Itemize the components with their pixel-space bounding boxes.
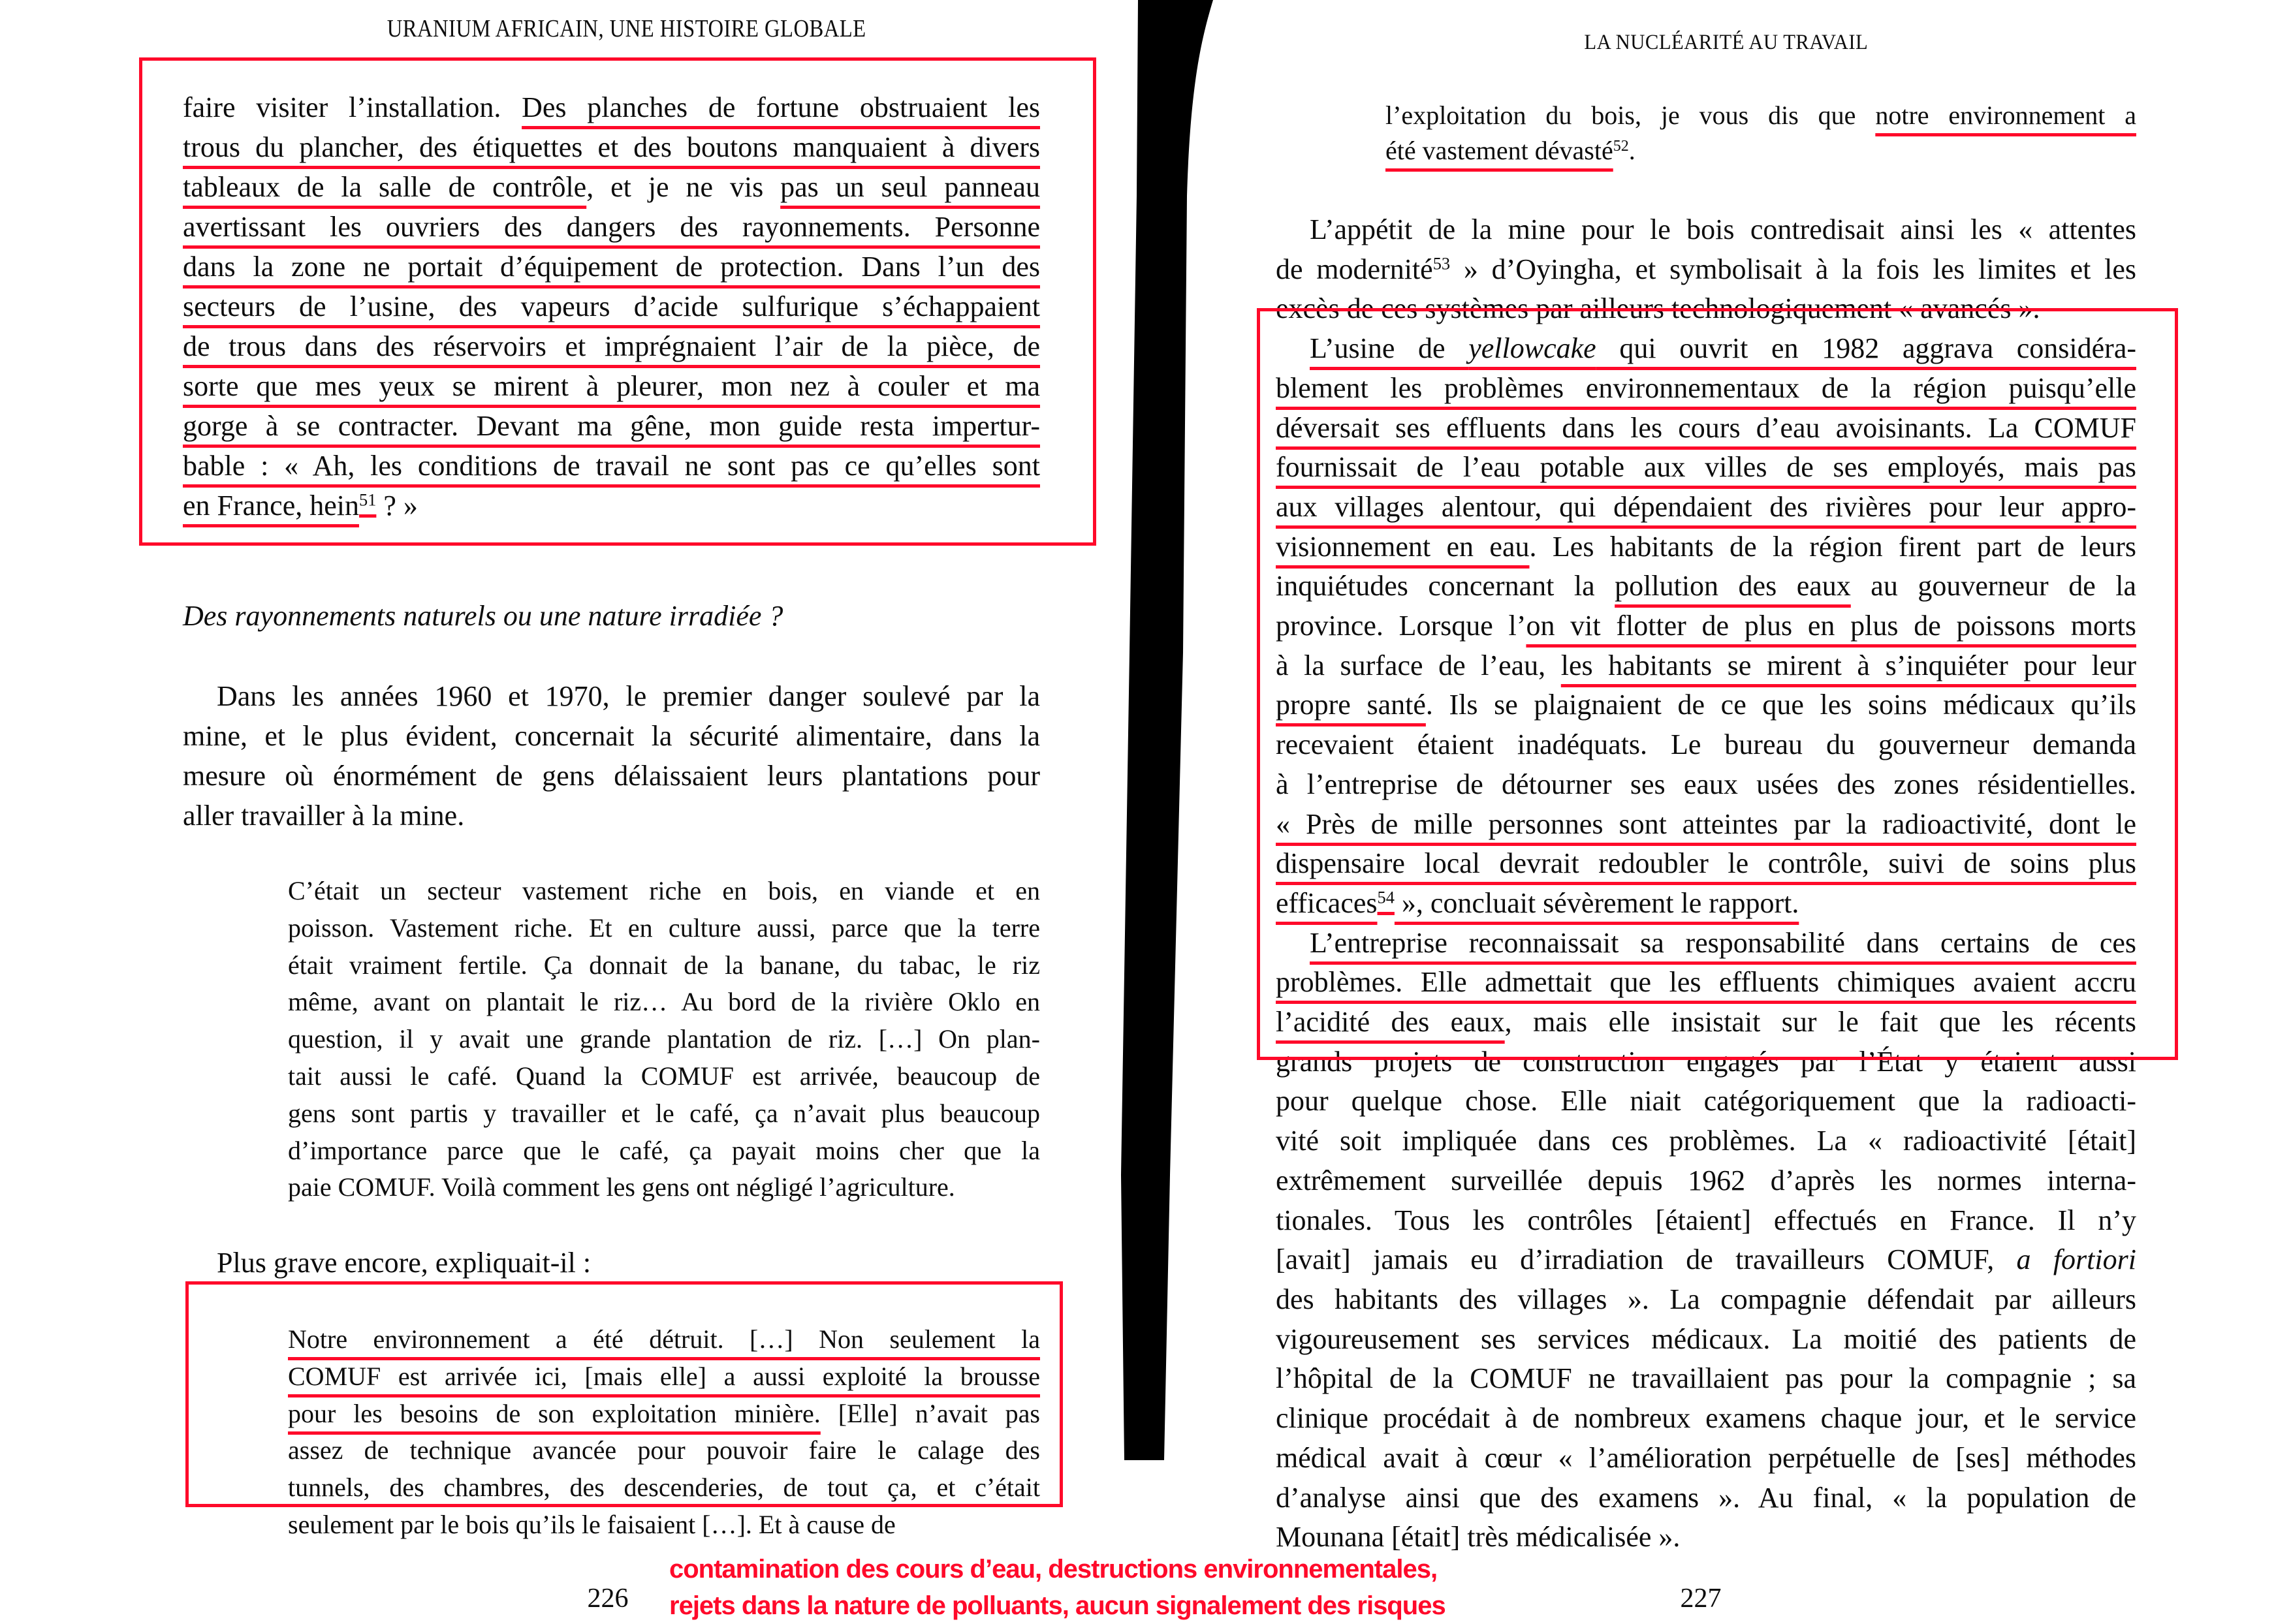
block-quote-continued [1385, 98, 2136, 168]
text-line [288, 1058, 1040, 1095]
text-segment: C’était un secteur vastement riche en bois, en viande et en [288, 876, 1040, 905]
text-segment: pour quelque chose. Elle niait catégoriquement que la radioacti- [1276, 1085, 2136, 1117]
underlined-highlight: dispensaire local devrait redoubler le contrôle, suivi de soins plus [1276, 847, 2136, 880]
text-line [1276, 210, 2136, 250]
text-line [288, 1132, 1040, 1170]
text-line [1276, 1320, 2136, 1360]
text-segment: Mounana [était] très médicalisée ». [1276, 1521, 1681, 1554]
underlined-highlight: bable : « Ah, les conditions de travail ne sont pas ce qu’elles sont [183, 450, 1040, 482]
text-segment: de modernité [1276, 253, 1433, 285]
underlined-highlight: Des planches de fortune obstruaient les [522, 91, 1040, 123]
underlined-highlight: l’acidité des eaux [1276, 1006, 1505, 1038]
text-segment: [Elle] n’avait pas [820, 1398, 1040, 1428]
page-number-left: 226 [587, 1584, 629, 1614]
footnote-ref: 54 [1377, 887, 1395, 907]
underlined-highlight: pas un seul panneau [780, 171, 1041, 203]
underlined-highlight: les habitants se mirent à s’inquiéter pour leur [1560, 649, 2136, 681]
footnote-ref: 52 [1613, 137, 1629, 155]
text-segment: tait aussi le café. Quand la COMUF est arrivée, beaucoup de [288, 1061, 1040, 1091]
text-segment: à la surface de l’eau, [1276, 649, 1561, 681]
highlight-frame-left-bottom [185, 1281, 1063, 1507]
text-line [183, 716, 1040, 756]
underlined-highlight: problèmes. Elle admettait que les effluents chimiques avaient accru [1276, 966, 2136, 999]
text-line [1276, 1439, 2136, 1478]
text-segment: d’analyse ainsi que des examens ». Au final, « la population de [1276, 1481, 2136, 1514]
text-segment: à l’entreprise de détourner ses eaux usées des zones résidentielles. [1276, 768, 2136, 800]
text-segment: aller travailler à la mine. [183, 800, 465, 832]
underlined-highlight: déversait ses effluents dans les cours d’eau avoisinants. La COMUF [1276, 411, 2136, 444]
footnote-ref: 53 [1432, 253, 1451, 273]
text-segment: tunnels, des chambres, des descenderies, de tout ça, et c’était [288, 1473, 1040, 1503]
text-segment: excès de ces systèmes par ailleurs technologiquement « avancés ». [1276, 292, 2040, 325]
text-line [1276, 1082, 2136, 1121]
underlined-highlight: pour les besoins de son exploitation minière. [288, 1398, 821, 1428]
text-segment: était vraiment fertile. Ça donnait de la banane, du tabac, le riz [288, 950, 1040, 980]
underlined-highlight: « Près de mille personnes sont atteintes par la radioactivité, dont le [1276, 807, 2136, 840]
text-segment: recevaient étaient inadéquats. Le bureau du gouverneur demanda [1276, 728, 2136, 761]
text-segment: même, avant on plantait le riz… Au bord de la rivière Oklo en [288, 987, 1040, 1017]
underlined-highlight: qui ouvrit en 1982 aggrava considéra- [1596, 332, 2136, 365]
text-segment: province. Lorsque l’ [1276, 610, 1526, 642]
text-segment: » d’Oyingha, et symbolisait à la fois les limites et les [1450, 253, 2136, 285]
text-line [288, 1021, 1040, 1058]
highlight-frame-right [1257, 308, 2178, 1060]
underlined-highlight: été vastement dévasté [1385, 136, 1613, 165]
running-head-left-text: URANIUM AFRICAIN, UNE HISTOIRE GLOBALE [387, 15, 866, 42]
underlined-highlight: secteurs de l’usine, des vapeurs d’acide sulfurique s’échappaient [183, 290, 1040, 322]
text-line [1276, 250, 2136, 290]
underlined-highlight: gorge à se contracter. Devant ma gêne, mon guide resta impertur- [183, 410, 1040, 442]
underlined-highlight: dans la zone ne portait d’équipement de protection. Dans l’un des [183, 251, 1040, 283]
running-head-right [1276, 32, 2177, 54]
underlined-highlight: propre santé [1276, 689, 1426, 721]
text-segment: vité soit impliquée dans ces problèmes. La « radioactivité [était] [1276, 1125, 2136, 1157]
underlined-highlight: sorte que mes yeux se mirent à pleurer, mon nez à couler et ma [183, 370, 1040, 402]
running-head-left [183, 16, 1071, 41]
text-segment: extrêmement surveillée depuis 1962 d’après les normes interna- [1276, 1164, 2136, 1196]
text-line [1385, 98, 2136, 133]
text-segment: seulement par le bois qu’ils le faisaient […]. Et à cause de [288, 1509, 896, 1539]
underlined-highlight: notre environnement a [1875, 101, 2136, 130]
text-segment: inquiétudes concernant la [1276, 570, 1615, 602]
underlined-highlight: aux villages alentour, qui dépendaient des rivières pour leur appro- [1276, 490, 2136, 523]
underlined-highlight: fournissait de l’eau potable aux villes de ses employés, mais pas [1276, 451, 2136, 484]
text-line [1276, 1399, 2136, 1439]
underlined-highlight: », concluait sévèrement le rapport. [1394, 886, 1799, 919]
text-line [183, 1243, 1040, 1283]
text-segment: [avait] jamais eu d’irradiation de travailleurs COMUF, [1276, 1243, 2017, 1276]
underlined-highlight: yellowcake [1468, 332, 1596, 365]
underlined-highlight: on vit flotter de plus en plus de poissons morts [1526, 610, 2136, 642]
highlight-frame-left-top [139, 57, 1096, 546]
page-number-right: 227 [1680, 1584, 1722, 1614]
underlined-highlight: blement les problèmes environnementaux de la région puisqu’elle [1276, 371, 2136, 404]
section-heading [183, 596, 1040, 636]
text-line [183, 796, 1040, 835]
text-segment: des habitants des villages ». La compagnie défendait par ailleurs [1276, 1283, 2136, 1315]
text-segment: , mais elle insistait sur le fait que les récents [1504, 1006, 2136, 1038]
text-segment: au gouverneur de la [1850, 570, 2136, 602]
text-line [1276, 1478, 2136, 1518]
text-segment: . Les habitants de la région firent part de leurs [1529, 530, 2137, 563]
text-segment: mesure où énormément de gens délaissaient leurs plantations pour [183, 760, 1040, 792]
text-segment: , et je ne vis [586, 171, 781, 203]
lead-in-sentence [183, 1243, 1040, 1283]
underlined-highlight: pollution des eaux [1615, 570, 1851, 602]
text-segment: tionales. Tous les contrôles [étaient] effectués en France. Il n’y [1276, 1204, 2136, 1236]
text-segment: ? » [376, 490, 418, 522]
section-heading-text: Des rayonnements naturels ou une nature irradiée ? [183, 600, 783, 632]
italic-text: a fortiori [2016, 1243, 2136, 1276]
annotation-line-1: contamination des cours d’eau, destructions environnementales, [669, 1555, 1438, 1584]
footnote-ref: 51 [359, 490, 377, 510]
text-segment: mine, et le plus évident, concernait la sécurité alimentaire, dans la [183, 720, 1040, 752]
text-line [288, 1507, 1040, 1544]
text-segment: l’hôpital de la COMUF ne travaillaient pas pour la compagnie ; sa [1276, 1362, 2136, 1395]
annotation-line-2: rejets dans la nature de polluants, aucun signalement des risques [669, 1591, 1446, 1620]
underlined-highlight: L’entreprise reconnaissait sa responsabilité dans certains de ces [1310, 926, 2136, 959]
text-line [1276, 1240, 2136, 1280]
text-line [288, 873, 1040, 910]
text-segment: poisson. Vastement riche. Et en culture aussi, parce que la terre [288, 913, 1040, 943]
text-line [288, 910, 1040, 947]
text-line [288, 1169, 1040, 1206]
underlined-highlight: L’usine de [1310, 332, 1469, 365]
block-quote-testimony [288, 873, 1040, 1206]
annotation-note [669, 1551, 1675, 1624]
text-segment: Plus grave encore, expliquait-il : [217, 1247, 592, 1279]
text-segment: clinique procédait à de nombreux examens chaque jour, et le service [1276, 1402, 2136, 1435]
text-line [1276, 1280, 2136, 1320]
text-segment: médical avait à cœur « l’amélioration perpétuelle de [ses] méthodes [1276, 1441, 2136, 1474]
text-segment: d’importance parce que le café, ça payait moins cher que la [288, 1135, 1040, 1165]
underlined-highlight: avertissant les ouvriers des dangers des rayonnements. Personne [183, 211, 1040, 243]
text-segment: l’exploitation du bois, je vous dis que [1385, 101, 1876, 130]
underlined-highlight: efficaces [1276, 886, 1378, 919]
text-segment: faire visiter l’installation. [183, 91, 522, 123]
text-segment: gens sont partis y travailler et le café, ça n’avait plus beaucoup [288, 1098, 1040, 1128]
text-segment: . [1628, 136, 1635, 165]
text-segment: Dans les années 1960 et 1970, le premier danger soulevé par la [217, 680, 1040, 712]
paragraph-food-security [183, 676, 1040, 835]
text-line [288, 984, 1040, 1021]
text-segment: grands projets de construction engagés par l’État y étaient aussi [1276, 1045, 2136, 1078]
text-line [288, 947, 1040, 984]
text-line [1385, 133, 2136, 168]
text-line [1276, 1201, 2136, 1241]
underlined-highlight: COMUF est arrivée ici, [mais elle] a aussi exploité la brousse [288, 1361, 1040, 1391]
underlined-highlight: visionnement en eau [1276, 530, 1530, 563]
text-line [1276, 1359, 2136, 1399]
underlined-highlight: tableaux de la salle de contrôle [183, 171, 587, 203]
running-head-right-text: LA NUCLÉARITÉ AU TRAVAIL [1584, 31, 1869, 54]
text-line [288, 1095, 1040, 1132]
text-segment: paie COMUF. Voilà comment les gens ont négligé l’agriculture. [288, 1172, 955, 1202]
text-segment: assez de technique avancée pour pouvoir faire le calage des [288, 1435, 1040, 1465]
text-line [1276, 1161, 2136, 1201]
text-segment: question, il y avait une grande plantation de riz. […] On plan- [288, 1024, 1040, 1054]
text-line [1276, 1121, 2136, 1161]
text-segment: vigoureusement ses services médicaux. La moitié des patients de [1276, 1322, 2136, 1355]
text-segment: L’appétit de la mine pour le bois contredisait ainsi les « attentes [1310, 213, 2136, 245]
underlined-highlight: en France, hein [183, 490, 359, 522]
text-line [183, 676, 1040, 716]
underlined-highlight: de trous dans des réservoirs et imprégnaient l’air de la pièce, de [183, 330, 1040, 362]
text-line [183, 756, 1040, 796]
underlined-highlight: trous du plancher, des étiquettes et des boutons manquaient à divers [183, 131, 1040, 163]
underlined-highlight: Notre environnement a été détruit. […] Non seulement la [288, 1324, 1040, 1354]
text-segment: . Ils se plaignaient de ce que les soins médicaux qu’ils [1425, 689, 2136, 721]
spine-shadow [1121, 0, 1213, 1460]
